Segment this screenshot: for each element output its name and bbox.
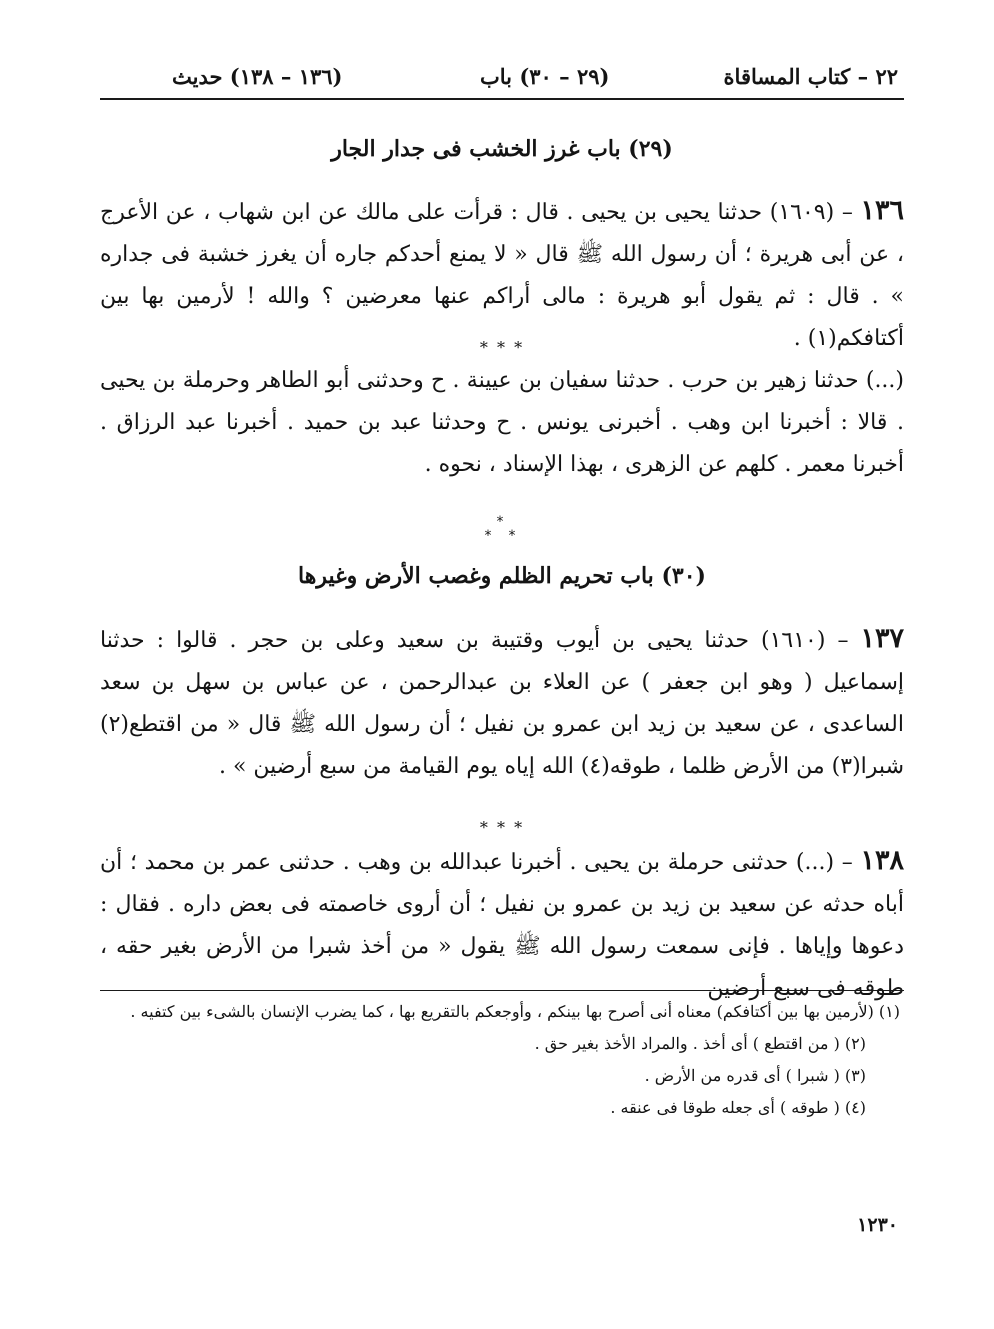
hadith-136 [100, 190, 904, 360]
footnote-rule [100, 990, 904, 991]
hadith-number: ١٣٧ [860, 623, 904, 654]
stars-separator: * * * [479, 338, 525, 357]
header-hadith-range: (١٣٦ – ١٣٨) حديث [172, 64, 343, 89]
footnotes [100, 996, 900, 1124]
footnote-3: (٣) ( شبرا ) أى قدره من الأرض . [644, 1066, 866, 1085]
hadith-138 [100, 840, 904, 1010]
hadith-text: – (١٦٠٩) حدثنا يحيى بن يحيى . قال : قرأت على مالك عن ابن شهاب ، عن الأعرج ، عن أبى هريرة ؛ أن رسول الله ﷺ قال « لا يمنع أحدكم جاره أن يغرز خشبة فى جداره » . قال : ثم يقول أبو هريرة : مالى أراكم عنها معرضين ؟ والله ! لأرمين بها بين أكتافكم(١) . [100, 200, 904, 351]
asterism-ornament [470, 514, 530, 544]
hadith-136-chain [100, 360, 904, 486]
hadith-number: ١٣٦ [860, 195, 904, 226]
hadith-text: – (١٦١٠) حدثنا يحيى بن أيوب وقتيبة بن سعيد وعلى بن حجر . قالوا : حدثنا إسماعيل ( وهو ابن جعفر ) عن العلاء بن عبدالرحمن ، عن عباس بن سهل بن سعد الساعدى ، عن سعيد بن زيد ابن عمرو بن نفيل ؛ أن رسول الله ﷺ قال « من اقتطع(٢) شبرا(٣) من الأرض ظلما ، طوقه(٤) الله إياه يوم القيامة من سبع أرضين » . [100, 628, 904, 779]
footnote-2: (٢) ( من اقتطع ) أى أخذ . والمراد الأخذ بغير حق . [534, 1034, 866, 1053]
running-header [100, 60, 904, 100]
hadith-text: (...) حدثنا زهير بن حرب . حدثنا سفيان بن عيينة . ح وحدثنى أبو الطاهر وحرملة بن يحيى . قالا : أخبرنا ابن وهب . أخبرنى يونس . ح وحدثنا عبد بن حميد . أخبرنا عبد الرزاق . أخبرنا معمر . كلهم عن الزهرى ، بهذا الإسناد ، نحوه . [100, 368, 905, 477]
hadith-number: ١٣٨ [860, 845, 904, 876]
footnote-1: (١) (لأرمين بها بين أكتافكم) معناه أنى أصرح بها بينكم ، وأوجعكم بالتقريع بها ، كما يضرب الإنسان بالشىء بين كتفيه . [130, 1002, 900, 1021]
header-bab-range: (٢٩ – ٣٠) باب [480, 64, 610, 89]
footnote-4: (٤) ( طوقه ) أى جعله طوقا فى عنقه . [610, 1098, 866, 1117]
svg-text:*: * [484, 528, 492, 544]
section-title-29: (٢٩) باب غرز الخشب فى جدار الجار [331, 136, 673, 162]
stars-separator: * * * [479, 818, 525, 837]
hadith-137 [100, 618, 904, 788]
header-book-title: ٢٢ – كتاب المساقاة [723, 64, 898, 89]
svg-text:*: * [508, 528, 516, 544]
section-title-30: (٣٠) باب تحريم الظلم وغصب الأرض وغيرها [298, 563, 706, 589]
svg-text:*: * [496, 514, 504, 530]
header-rule [100, 98, 904, 100]
hadith-text: – (...) حدثنى حرملة بن يحيى . أخبرنا عبدالله بن وهب . حدثنى عمر بن محمد ؛ أن أباه حدثه عن سعيد بن زيد بن عمرو بن نفيل ؛ أن أروى خاصمته فى بعض داره . فقال : دعوها وإياها . فإنى سمعت رسول الله ﷺ يقول « من أخذ شبرا من الأرض بغير حقه ، طوقه فى سبع أرضين [100, 850, 905, 1001]
page-number: ١٢٣٠ [857, 1214, 898, 1236]
